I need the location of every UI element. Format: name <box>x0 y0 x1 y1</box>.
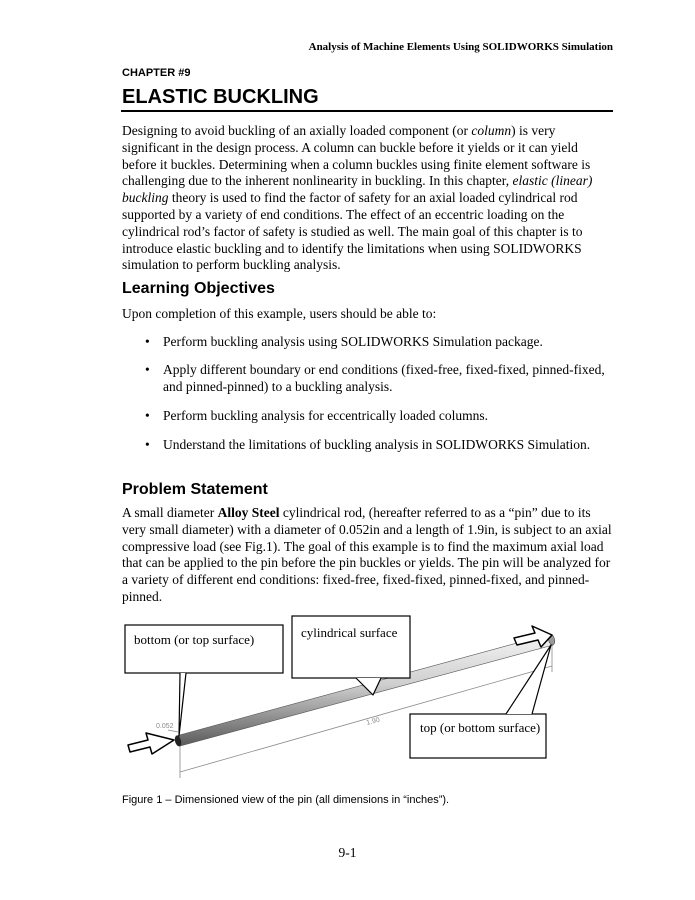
pin-figure <box>120 612 560 792</box>
list-item <box>145 362 615 396</box>
page-number: 9-1 <box>338 845 357 860</box>
callout-top-surface-label: top (or bottom surface) <box>420 720 541 735</box>
intro-text-3: theory is used to find the factor of safety for an axial loaded cylindrical rod supported by a variety of end conditions. The effect of an eccentric loading on the cylindrical rod’s factor of safety is studied as well. The main goal of this chapter is to introduce elastic buckling and to identify the limitations when using SOLIDWORKS simulation to perform buckling analysis. <box>122 190 583 273</box>
learning-objectives-heading: Learning Objectives <box>122 280 275 297</box>
callout-bottom-surface-label: bottom (or top surface) <box>134 632 255 647</box>
figure-caption: Figure 1 – Dimensioned view of the pin (all dimensions in “inches”). <box>122 794 450 806</box>
bottom-load-arrow-icon <box>128 733 174 754</box>
learning-objectives-lead: Upon completion of this example, users should be able to: <box>122 306 437 321</box>
intro-emphasis-column: column <box>471 123 512 138</box>
title-rule <box>121 110 613 112</box>
callout-cylindrical-surface-label: cylindrical surface <box>301 625 398 640</box>
intro-paragraph <box>122 123 614 274</box>
list-item-text: Perform buckling analysis for eccentrically loaded columns. <box>163 408 489 423</box>
problem-statement-paragraph <box>122 505 614 606</box>
bullet-icon: • <box>145 437 150 452</box>
diameter-dimension-line <box>168 730 178 732</box>
problem-text-2: cylindrical rod, (hereafter referred to as a “pin” due to its very small diameter) with a diameter of 0.052in and a length of 1.9in, is subject to an axial compressive load (see Fig.1). The goal of this example is to find the maximum axial load that can be applied to the pin before the pin buckles or yields. The pin will be analyzed for a variety of different end conditions: fixed-free, fixed-fixed, pinned-fixed, and pinned-pinned. <box>122 505 612 604</box>
bullet-icon: • <box>145 334 150 349</box>
problem-material-bold: Alloy Steel <box>217 505 280 520</box>
chapter-title: ELASTIC BUCKLING <box>122 86 319 108</box>
length-dimension-label: 1.90 <box>365 716 381 727</box>
bullet-icon: • <box>145 408 150 423</box>
list-item-text: Apply different boundary or end conditions (fixed-free, fixed-fixed, pinned-fixed, and pinned-pinned) to a buckling analysis. <box>163 362 605 394</box>
list-item-text: Understand the limitations of buckling analysis in SOLIDWORKS Simulation. <box>163 437 591 452</box>
list-item-text: Perform buckling analysis using SOLIDWORKS Simulation package. <box>163 334 543 349</box>
intro-text-2: ) is very significant in the design process. A column can buckle before it yields or it can yield before it buckles. Determining when a column buckles using finite element software is challenging due to the inherent nonlinearity in buckling. In this chapter, <box>122 123 591 189</box>
intro-emphasis-elastic-buckling: elastic (linear) buckling <box>122 173 593 206</box>
bullet-icon: • <box>145 362 150 377</box>
problem-statement-heading: Problem Statement <box>122 481 268 498</box>
diameter-dimension-label: 0.052 <box>156 723 174 730</box>
list-item <box>145 334 615 351</box>
problem-text-1: A small diameter <box>122 505 218 520</box>
chapter-number: CHAPTER #9 <box>122 67 191 79</box>
running-header: Analysis of Machine Elements Using SOLIDWORKS Simulation <box>308 41 613 53</box>
intro-text-1: Designing to avoid buckling of an axially loaded component (or <box>122 123 472 138</box>
list-item <box>145 437 615 454</box>
list-item <box>145 408 615 425</box>
